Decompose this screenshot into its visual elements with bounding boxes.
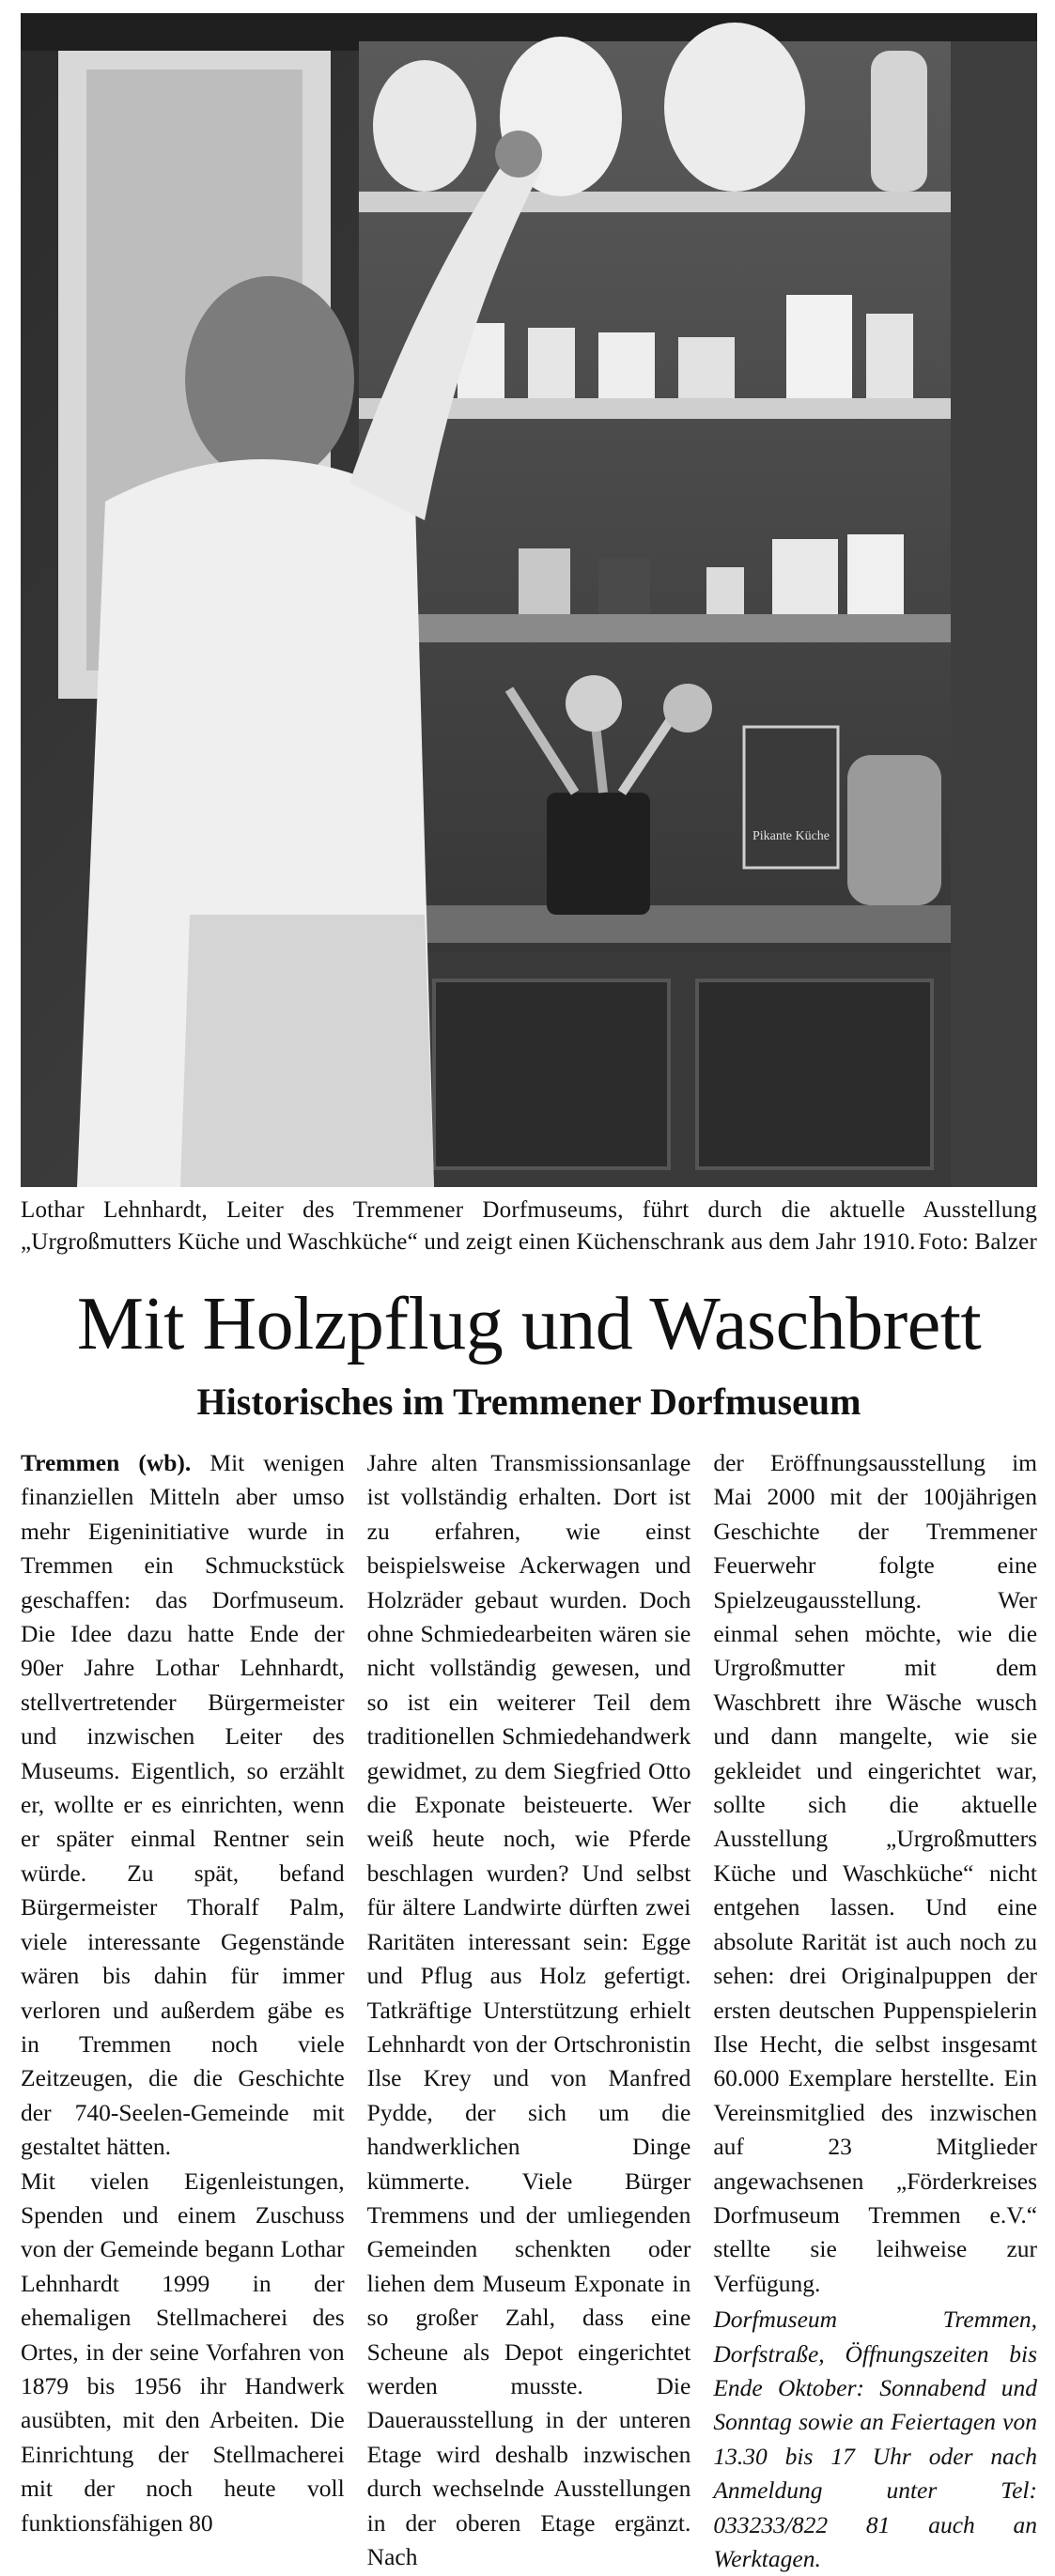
article-column-1 bbox=[21, 1446, 345, 2537]
photo-caption bbox=[21, 1195, 1037, 1258]
headline: Mit Holzpflug und Waschbrett bbox=[76, 1283, 982, 1365]
cookbook-title: Pikante Küche bbox=[752, 829, 830, 843]
article-column-3 bbox=[713, 1446, 1038, 2572]
article-body bbox=[21, 1446, 1038, 2572]
photo-credit: Foto: Balzer bbox=[918, 1229, 1037, 1255]
article-photo bbox=[21, 13, 1037, 1187]
article-paragraph: Jahre alten Transmissionsanlage ist vollständig erhalten. Dort ist zu erfahren, wie einst beispielsweise Ackerwagen und Holzräder gebaut wurden. Doch ohne Schmiedearbeiten wären sie nicht vollständig gewesen, und so ist ein weiterer Teil dem traditionellen Schmiedehandwerk gewidmet, zu dem Siegfried Otto die Exponate beisteuerte. Wer weiß heute noch, wie Pferde beschlagen wurden? Und selbst für ältere Landwirte dürften zwei Raritäten interessant sein: Egge und Pflug aus Holz gefertigt. Tatkräftige Unterstützung erhielt Lehnhardt von der Ortschronistin Ilse Krey und von Manfred Pydde, der sich um die handwerklichen Dinge kümmerte. Viele Bürger Tremmens und der umliegenden Gemeinden schenkten oder liehen dem Museum Exponate in so großer Zahl, dass eine Scheune als Depot eingerichtet werden musste. Die Dauerausstellung in der unteren Etage wird deshalb inzwischen durch wechselnde Ausstellungen in der oberen Etage ergänzt. Nach bbox=[366, 1449, 691, 2570]
article-column-2 bbox=[366, 1446, 691, 2570]
subheadline: Historisches im Tremmener Dorfmuseum bbox=[196, 1381, 861, 1423]
article-paragraph: Mit vielen Eigenleistungen, Spenden und einem Zuschuss von der Gemeinde begann Lothar Lehnhardt 1999 in der ehemaligen Stellmacherei des Ortes, in der seine Vorfahren von 1879 bis 1956 ihr Handwerk ausübten, mit den Arbeiten. Die Einrichtung der Stellmacherei mit der noch heute voll funktionsfähigen 80 bbox=[21, 2167, 345, 2537]
dateline: Tremmen (wb). bbox=[21, 1449, 192, 1476]
paragraph-text: Mit wenigen finanziellen Mitteln aber umso mehr Eigeninitiative wurde in Tremmen ein Schmuckstück geschaffen: das Dorfmuseum. Die Idee dazu hatte Ende der 90er Jahre Lothar Lehnhardt, stellvertretender Bürgermeister und inzwischen Leiter des Museums. Eigentlich, so erzählt er, wollte er es einrichten, wenn er später einmal Rentner sein würde. Zu spät, befand Bürgermeister Thoralf Palm, viele interessante Gegenstände wären bis dahin für immer verloren und außerdem gäbe es in Tremmen noch viele Zeitzeugen, die die Geschichte der 740-Seelen-Gemeinde mit gestaltet hätten. bbox=[21, 1449, 345, 2161]
article-paragraph: der Eröffnungsausstellung im Mai 2000 mit der 100jährigen Geschichte der Tremmener Feuerwehr folgte eine Spielzeugausstellung. Wer einmal sehen möchte, wie die Urgroßmutter mit dem Waschbrett ihre Wäsche wusch und dann mangelte, wie sie gekleidet und eingerichtet war, sollte sich die aktuelle Ausstellung „Urgroßmutters Küche und Waschküche“ nicht entgehen lassen. Und eine absolute Rarität ist auch noch zu sehen: drei Originalpuppen der ersten deutschen Puppenspielerin Ilse Hecht, die selbst insgesamt 60.000 Exemplare herstellte. Ein Vereinsmitglied des inzwischen auf 23 Mitglieder angewachsenen „Förderkreises Dorfmuseum Tremmen e.V.“ stellte sie leihweise zur Verfügung. bbox=[713, 1449, 1038, 2297]
article-paragraph bbox=[21, 1446, 345, 2165]
caption-text: Lothar Lehnhardt, Leiter des Tremmener Dorfmuseums, führt durch die aktuelle Ausstellung „Urgroßmutters Küche und Waschküche“ und zeigt einen Küchenschrank aus dem Jahr 1910. bbox=[21, 1197, 1037, 1255]
museum-info: Dorfmuseum Tremmen, Dorfstraße, Öffnungszeiten bis Ende Oktober: Sonnabend und Sonntag sowie an Feiertagen von 13.30 bis 17 Uhr oder nach Anmeldung unter Tel: 033233/822 81 auch an Werktagen. bbox=[713, 2306, 1038, 2572]
kitchen-cabinet-photo bbox=[21, 13, 1037, 1187]
